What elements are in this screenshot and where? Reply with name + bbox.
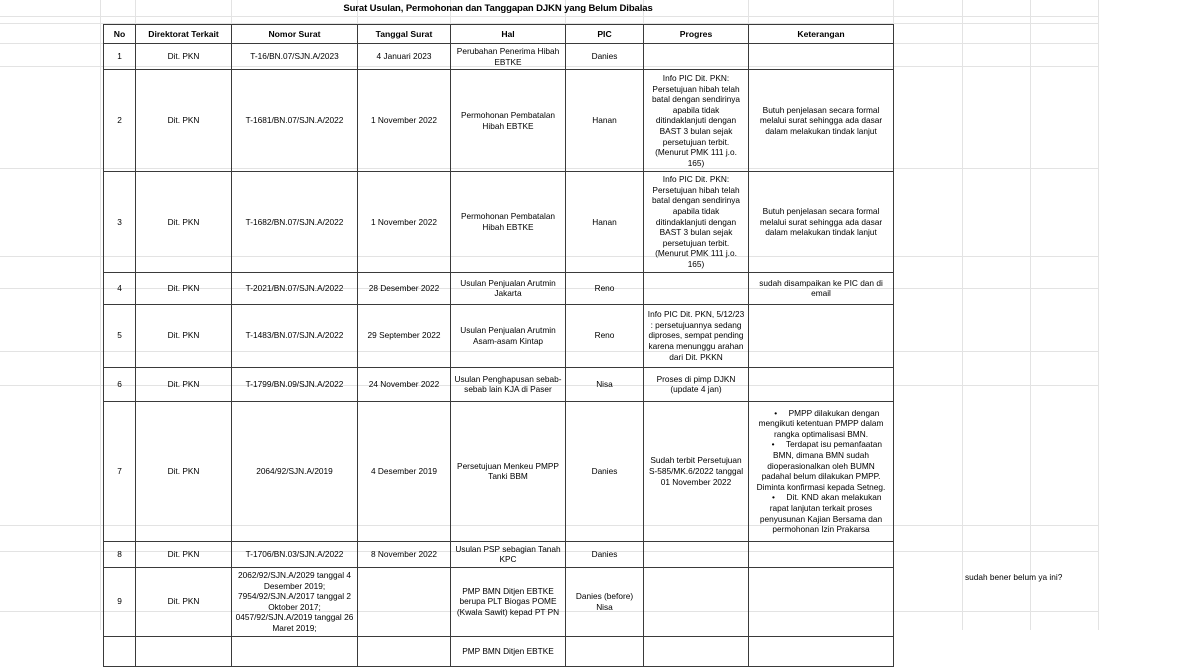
column-header-direktorat: Direktorat Terkait — [136, 25, 232, 44]
cell-tanggal[interactable]: 8 November 2022 — [358, 541, 451, 567]
cell-pic[interactable]: Hanan — [566, 172, 644, 272]
cell-keterangan[interactable]: Butuh penjelasan secara formal melalui surat sehingga ada dasar dalam melakukan tindak lanjut — [749, 172, 894, 272]
cell-direktorat[interactable]: Dit. PKN — [136, 541, 232, 567]
cell-progres[interactable]: Info PIC Dit. PKN, 5/12/23 : persetujuannya sedang diproses, sempat pending karena menunggu arahan dari Dit. PKKN — [644, 304, 749, 367]
column-header-hal: Hal — [451, 25, 566, 44]
column-header-tanggal: Tanggal Surat — [358, 25, 451, 44]
cell-nomor-surat[interactable]: 2062/92/SJN.A/2029 tanggal 4 Desember 2019; 7954/92/SJN.A/2017 tanggal 2 Oktober 2017; 0457/92/SJN.A/2019 tanggal 26 Maret 2019; — [232, 567, 358, 636]
cell-progres[interactable] — [644, 636, 749, 666]
cell-hal[interactable]: Usulan PSP sebagian Tanah KPC — [451, 541, 566, 567]
cell-tanggal[interactable]: 1 November 2022 — [358, 172, 451, 272]
cell-hal[interactable]: Usulan Penjualan Arutmin Jakarta — [451, 272, 566, 304]
cell-progres[interactable] — [644, 567, 749, 636]
cell-pic[interactable] — [566, 636, 644, 666]
column-header-keterangan: Keterangan — [749, 25, 894, 44]
cell-hal[interactable]: Perubahan Penerima Hibah EBTKE — [451, 44, 566, 70]
cell-no[interactable]: 1 — [104, 44, 136, 70]
cell-tanggal[interactable]: 1 November 2022 — [358, 70, 451, 172]
cell-tanggal[interactable]: 28 Desember 2022 — [358, 272, 451, 304]
column-header-no: No — [104, 25, 136, 44]
column-header-pic: PIC — [566, 25, 644, 44]
table-header-row — [104, 25, 894, 44]
cell-nomor-surat[interactable]: T-2021/BN.07/SJN.A/2022 — [232, 272, 358, 304]
cell-direktorat[interactable] — [136, 636, 232, 666]
cell-hal[interactable]: Persetujuan Menkeu PMPP Tanki BBM — [451, 401, 566, 541]
cell-progres[interactable] — [644, 541, 749, 567]
cell-no[interactable]: 8 — [104, 541, 136, 567]
cell-keterangan[interactable]: sudah disampaikan ke PIC dan di email — [749, 272, 894, 304]
cell-no[interactable]: 4 — [104, 272, 136, 304]
cell-nomor-surat[interactable]: T-16/BN.07/SJN.A/2023 — [232, 44, 358, 70]
cell-direktorat[interactable]: Dit. PKN — [136, 272, 232, 304]
cell-pic[interactable]: Reno — [566, 304, 644, 367]
cell-pic[interactable]: Danies — [566, 401, 644, 541]
cell-tanggal[interactable] — [358, 567, 451, 636]
cell-keterangan[interactable] — [749, 567, 894, 636]
cell-nomor-surat[interactable]: T-1706/BN.03/SJN.A/2022 — [232, 541, 358, 567]
cell-nomor-surat[interactable]: T-1483/BN.07/SJN.A/2022 — [232, 304, 358, 367]
cell-no[interactable]: 7 — [104, 401, 136, 541]
cell-direktorat[interactable]: Dit. PKN — [136, 567, 232, 636]
cell-tanggal[interactable]: 24 November 2022 — [358, 367, 451, 401]
cell-nomor-surat[interactable]: T-1799/BN.09/SJN.A/2022 — [232, 367, 358, 401]
grid-line-vertical — [962, 0, 963, 630]
cell-pic[interactable]: Hanan — [566, 70, 644, 172]
cell-pic[interactable]: Danies — [566, 44, 644, 70]
bullet-marker-icon: • — [772, 492, 775, 503]
cell-progres[interactable]: Info PIC Dit. PKN: Persetujuan hibah telah batal dengan sendirinya apabila tidak ditindaklanjuti dengan BAST 3 bulan sejak persetujuan terbit. (Menurut PMK 111 j.o. 165) — [644, 70, 749, 172]
document-title — [103, 0, 893, 16]
cell-nomor-surat[interactable] — [232, 636, 358, 666]
cell-tanggal[interactable]: 4 Desember 2019 — [358, 401, 451, 541]
table-row — [104, 401, 894, 541]
bullet-marker-icon: • — [774, 407, 778, 418]
cell-tanggal[interactable]: 4 Januari 2023 — [358, 44, 451, 70]
cell-keterangan[interactable] — [749, 44, 894, 70]
table-row — [104, 367, 894, 401]
cell-progres[interactable]: Sudah terbit Persetujuan S-585/MK.6/2022 tanggal 01 November 2022 — [644, 401, 749, 541]
cell-progres[interactable]: Proses di pimp DJKN (update 4 jan) — [644, 367, 749, 401]
bullet-item: • Dit. KND akan melakukan rapat lanjutan terkait proses penyusunan Kajian Bersama dan permohonan Izin Prakarsa — [759, 492, 883, 535]
cell-keterangan[interactable] — [749, 367, 894, 401]
cell-no[interactable]: 6 — [104, 367, 136, 401]
cell-pic[interactable]: Reno — [566, 272, 644, 304]
cell-direktorat[interactable]: Dit. PKN — [136, 172, 232, 272]
cell-direktorat[interactable]: Dit. PKN — [136, 367, 232, 401]
table-row — [104, 172, 894, 272]
table-row — [104, 272, 894, 304]
stray-note-cell[interactable]: sudah bener belum ya ini? — [965, 572, 1063, 582]
cell-nomor-surat[interactable]: T-1681/BN.07/SJN.A/2022 — [232, 70, 358, 172]
cell-hal[interactable]: PMP BMN Ditjen EBTKE berupa PLT Biogas POME (Kwala Sawit) kepad PT PN — [451, 567, 566, 636]
column-header-progres: Progres — [644, 25, 749, 44]
table-row — [104, 70, 894, 172]
table-row — [104, 567, 894, 636]
table-row — [104, 304, 894, 367]
grid-line-horizontal — [0, 16, 1098, 17]
cell-no[interactable]: 9 — [104, 567, 136, 636]
column-header-nomor-surat: Nomor Surat — [232, 25, 358, 44]
cell-direktorat[interactable]: Dit. PKN — [136, 44, 232, 70]
bullet-marker-icon: • — [771, 439, 775, 450]
cell-progres[interactable] — [644, 272, 749, 304]
cell-progres[interactable]: Info PIC Dit. PKN: Persetujuan hibah telah batal dengan sendirinya apabila tidak ditindaklanjuti dengan BAST 3 bulan sejak persetujuan terbit. (Menurut PMK 111 j.o. 165) — [644, 172, 749, 272]
cell-direktorat[interactable]: Dit. PKN — [136, 70, 232, 172]
cell-hal[interactable]: PMP BMN Ditjen EBTKE — [451, 636, 566, 666]
cell-nomor-surat[interactable]: T-1682/BN.07/SJN.A/2022 — [232, 172, 358, 272]
cell-direktorat[interactable]: Dit. PKN — [136, 304, 232, 367]
grid-line-vertical — [1030, 0, 1031, 630]
bullet-item: • PMPP dilakukan dengan mengikuti ketentuan PMPP dalam rangka optimalisasi BMN. — [758, 407, 884, 439]
cell-keterangan-bullets[interactable] — [749, 401, 894, 541]
cell-nomor-surat[interactable]: 2064/92/SJN.A/2019 — [232, 401, 358, 541]
bullet-item: • Terdapat isu pemanfaatan BMN, dimana BMN sudah dioperasionalkan oleh BUMN padahal belum dilakukan PMPP. Diminta konfirmasi kepada Setneg. — [756, 439, 886, 492]
cell-pic[interactable]: Danies (before) Nisa — [566, 567, 644, 636]
cell-hal[interactable]: Permohonan Pembatalan Hibah EBTKE — [451, 70, 566, 172]
cell-pic[interactable]: Nisa — [566, 367, 644, 401]
cell-no[interactable] — [104, 636, 136, 666]
cell-hal[interactable]: Usulan Penghapusan sebab-sebab lain KJA di Paser — [451, 367, 566, 401]
cell-direktorat[interactable]: Dit. PKN — [136, 401, 232, 541]
cell-hal[interactable]: Permohonan Pembatalan Hibah EBTKE — [451, 172, 566, 272]
grid-line-vertical — [100, 0, 101, 630]
cell-hal[interactable]: Usulan Penjualan Arutmin Asam-asam Kintap — [451, 304, 566, 367]
cell-no[interactable]: 2 — [104, 70, 136, 172]
cell-keterangan[interactable] — [749, 304, 894, 367]
cell-keterangan[interactable] — [749, 541, 894, 567]
cell-tanggal[interactable]: 29 September 2022 — [358, 304, 451, 367]
table-row — [104, 541, 894, 567]
cell-pic[interactable]: Danies — [566, 541, 644, 567]
cell-tanggal[interactable] — [358, 636, 451, 666]
cell-no[interactable]: 3 — [104, 172, 136, 272]
table-row — [104, 636, 894, 666]
cell-keterangan[interactable] — [749, 636, 894, 666]
table-row — [104, 44, 894, 70]
grid-line-vertical — [1098, 0, 1099, 630]
cell-no[interactable]: 5 — [104, 304, 136, 367]
document-title-text: Surat Usulan, Permohonan dan Tanggapan DJKN yang Belum Dibalas — [343, 2, 653, 14]
cell-progres[interactable] — [644, 44, 749, 70]
letters-table — [103, 24, 894, 667]
cell-keterangan[interactable]: Butuh penjelasan secara formal melalui surat sehingga ada dasar dalam melakukan tindak lanjut — [749, 70, 894, 172]
